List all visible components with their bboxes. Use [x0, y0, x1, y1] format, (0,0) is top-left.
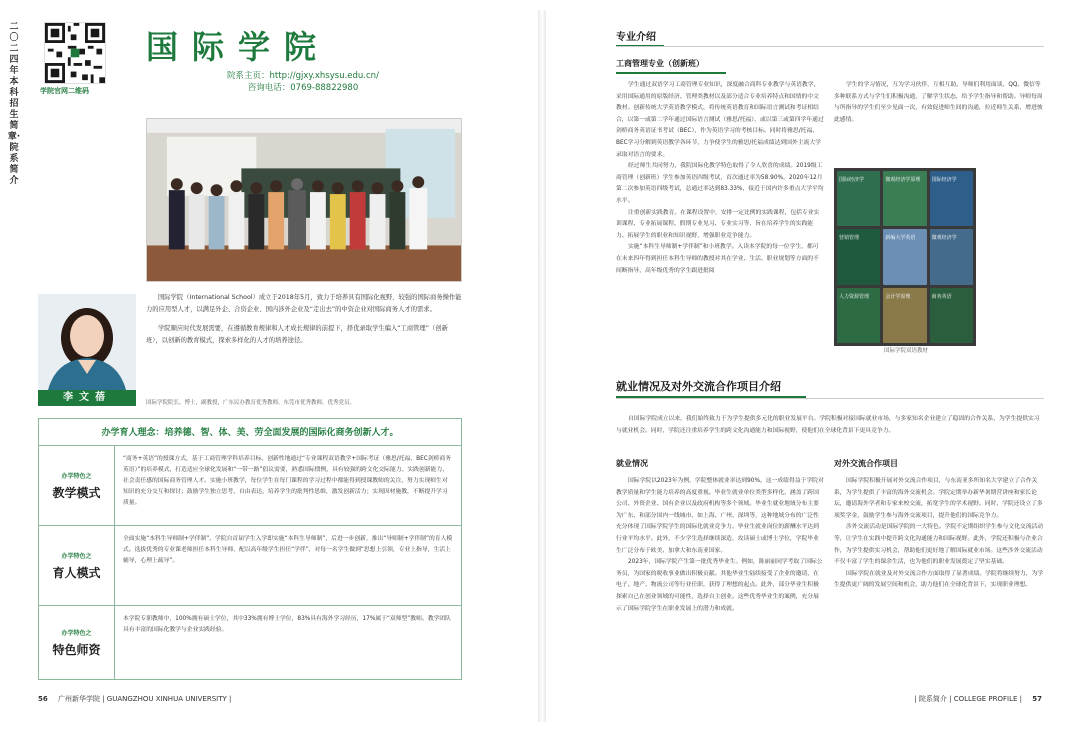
textbook-cover: 新编大学英语	[883, 229, 926, 284]
qr-code	[44, 22, 106, 84]
footer-left	[38, 694, 231, 704]
major-column-1	[616, 80, 824, 277]
employment-column	[616, 476, 824, 615]
exchange-subtitle: 对外交流合作项目	[834, 459, 898, 468]
footer-left-text: 广州新华学院 | GUANGZHOU XINHUA UNIVERSITY |	[57, 695, 232, 703]
textbook-photo	[834, 168, 976, 346]
contact-block	[218, 70, 388, 94]
qr-caption: 学院官网二维码	[40, 87, 89, 95]
phone-text: 咨询电话：0769-88822980	[247, 83, 359, 93]
footer-right	[914, 694, 1042, 704]
major-paragraph: 注重创新实践教育。在课程设置中，安排一定比例的实践课程，包括专业实训课程、专业拓展课程、假期专业见习、专业实习等，旨在培养学生的实践能力、拓展学生的职业和知识视野，增强职业竞争能力。	[616, 209, 820, 239]
textbook-cover: 微观经济学原理	[883, 171, 926, 226]
footer-right-text: | 院系简介 | COLLEGE PROFILE |	[914, 695, 1023, 703]
textbook-cover: 商务英语	[930, 288, 973, 343]
subtitle-underline	[616, 72, 726, 74]
textbook-cover: 国际经济学	[930, 171, 973, 226]
title-underline	[616, 396, 806, 398]
feature-small-label: 办学特色之	[61, 630, 92, 637]
feature-big-label: 特色师资	[52, 643, 101, 657]
feature-text: “商务+英语”的授课方式，基于工商管理学科培养目标，创新性地通过“专业课程双语教学+国际考证（雅思/托福、BEC剑桥商务英语）”的培养模式，打造适应全球化发展和“一带一路”倡议需要，熟悉国际惯例，具有较强的跨文化交际能力、实践创新能力、社会责任感的国际商务管理人才。实施小班教学，每位学生在每门课程的学习过程中都能得到授课教师的关注，努力实现师生对知识的充分交互和探讨；鼓励学生独立思考、自由表达，培养学生的批判性思维，激发创新活力；实现因材施教，不断提升学习质量。	[123, 456, 452, 506]
feature-small-label: 办学特色之	[61, 472, 92, 480]
feature-row-faculty	[39, 605, 461, 680]
textbook-cover: 会计学原理	[883, 288, 926, 343]
college-intro	[146, 292, 462, 354]
major-subtitle: 工商管理专业（创新班）	[616, 59, 704, 68]
exchange-paragraph: 国际学院在就业及对外交流合作方面取得了显著成绩。学院将继续努力，为学生提供更广阔的发展空间和机会，助力他们在全球化背景下，实现职业理想。	[834, 570, 1044, 589]
textbook-cover: 营销管理	[837, 229, 880, 284]
philosophy-box	[38, 418, 462, 680]
section-employment-title	[616, 378, 781, 394]
group-photo	[146, 118, 462, 282]
exchange-column	[834, 476, 1044, 592]
feature-small-label: 办学特色之	[61, 552, 92, 560]
section-major-title	[616, 28, 656, 43]
major-paragraph: 实施“本科生导师制+学伴制”和小班教学。入读本学院的每一位学生，都可在未来四年得到担任本科生导师的教授对其在学业、生活、职业规划等方面的不间断指导，高年级优秀的学生跟进批阅	[616, 244, 819, 274]
dean-nameplate: 李文蓓	[38, 390, 136, 406]
section-rule	[616, 46, 1044, 47]
page-number-left: 56	[38, 695, 48, 703]
page-number-right: 57	[1032, 695, 1042, 703]
textbook-caption: 国际学院双语教材	[884, 348, 929, 354]
feature-row-education	[39, 525, 461, 605]
section-divider	[616, 398, 1044, 399]
employment-intro-text: 自国际学院成立以来，我们始终致力于为学生提供多元化的职业发展平台。学院积极对接国际就业市场，与多家知名企业建立了稳固的合作关系，为学生提供实习与就业机会。同时，学院还注重培养学生的跨文化沟通能力和国际视野，使他们在全球化背景下更具竞争力。	[616, 416, 1040, 434]
employment-subtitle: 就业情况	[616, 459, 648, 468]
major-column-2	[834, 80, 1044, 126]
employment-paragraph: 2023年，国际学院产生第一批优秀毕业生。例如，陈丽丽同学考取了国际公务员，为国家的税收事业做出积极贡献。其他毕业生陆续接受了企业的邀请，在电子、地产、物流公司等行业任职，获得了理想的起点。此外，部分毕业生积极探索自己在创业领域的可能性，选择自主创业。这些优秀毕业生的案例，充分展示了国际学院学生在职业发展上的潜力和成就。	[616, 559, 823, 612]
dean-caption: 国际学院院长，博士，副教授，广东民办教育优秀教师，东莞市优秀教师，优秀党员。	[146, 400, 356, 406]
exchange-paragraph: 国际学院积极开展对外交流合作项目，与东南亚多所知名大学建立了合作关系，为学生提供了丰富的海外交流机会。学院定期举办新华暑期营讲座和家长论坛，邀请海外学者和专家来校交流，拓宽学生的学术视野。同时，学院还设立了多项奖学金，鼓励学生参与海外交流项目，提升他们的国际竞争力。	[834, 478, 1043, 519]
philosophy-title: 办学育人理念：培养德、智、体、美、劳全面发展的国际化商务创新人才。	[101, 428, 399, 438]
feature-text: 全面实施“本科生导师制+学伴制”，学院自首届学生入学即实施“本科生导师制”，后进一步创新，推出“导师制+学伴制”的育人模式。选拔优秀的专业课老师担任本科生导师，配以高年级学生担任“学伴”，对每一名学生做到“思想上引领，专业上指导，生活上辅导，心理上疏导”。	[123, 536, 453, 564]
section-major-title-text: 专业介绍	[616, 32, 656, 43]
intro-paragraph: 国际学院（International School）成立于2018年5月，致力于培养具有国际化视野、较强的国际商务操作能力的应用型人才，以满足外企、合资企业、国内涉外企业及“走出去”的中资企业对国际商务人才的需求。	[146, 294, 462, 313]
homepage-text: 院系主页：http://gjxy.xhsysu.edu.cn/	[227, 71, 379, 81]
feature-big-label: 教学模式	[52, 485, 101, 500]
textbook-cover: 人力资源管理	[837, 288, 880, 343]
page-title: 国际学院	[146, 28, 331, 66]
page-gutter	[538, 10, 546, 722]
section-employment-title-text: 就业情况及对外交流合作项目介绍	[616, 380, 781, 393]
major-paragraph: 经过师生共同努力，我院国际化教学特色取得了令人欣喜的成绩。2019级工商管理（创新班）学生参加英语四级考试，首次通过率为58.90%，2020年12月第二次参加英语四级考试，总通过率达到83.33%，接近于国内许多重点大学平均水平。	[616, 163, 824, 204]
employment-paragraph: 国际学院以2023年为例，学院整体就业率达到90%，这一成绩得益于学院对教学质量和学生能力培养的高度重视。毕业生就业单位类型多样化，涵盖了跨国公司、外资企业、国有企业以及政府机构等多个领域。毕业生就业地域分布主要为广东，和部分国内一线城市，如上海、广州、深圳等，这种地域分布的广泛性充分体现了国际学院学生的国际化就业竞争力。毕业生就业岗位的薪酬水平达到行业平均水平。此外，不少学生选择继续深造，攻读硕士或博士学位，学院毕业生广泛分布于欧美、加拿大和东南亚国家。	[616, 478, 824, 554]
feature-text: 本学院专职教师中，100%拥有硕士学位，其中33%拥有博士学位，83%具有海外学习经历，17%属于“双师型”教师。教学团队具有丰富的国际化教学与企业实践经验。	[123, 616, 451, 633]
textbook-cover: 微观经济学	[930, 229, 973, 284]
employment-intro	[616, 414, 1044, 437]
side-strip-title: 二〇二四年本科招生简章·院系简介	[7, 22, 21, 186]
textbook-cover: 国际经济学	[837, 171, 880, 226]
major-paragraph: 学生通过双语学习工商管理专业知识，深度融合商科专业教学与英语教学，采用国际通用的原版经济、管理类教材以及部分适合专业培养特点和国情的中文教材。创新传统大学英语教学模式，将传统英语教育和国际语言测试和考证相结合，以第一或第二学年通过国际语言测试（雅思/托福），或以第三或第四学年通过剑桥商务英语证书考试（BEC），作为英语学习的考核目标。同时将雅思/托福、BEC学习分解到英语教学各环节，力争使学生的雅思/托福成绩达到国外主流大学录取对语言的要求。	[616, 82, 824, 158]
exchange-paragraph: 涉外交流活动是国际学院的一大特色。学院不定期组织学生参与文化交流活动等，让学生在实践中提升跨文化沟通能力和国际视野。此外，学院还积极与企业合作，为学生提供实习机会，帮助他们更好地了解国际就业市场。这些涉外交流活动不仅丰富了学生的课余生活，也为他们的职业发展奠定了坚实基础。	[834, 524, 1044, 566]
dean-portrait	[38, 294, 136, 390]
feature-big-label: 育人模式	[52, 565, 101, 580]
feature-row-teaching	[39, 445, 461, 525]
intro-paragraph: 学院顺应时代发展需要，在遵循教育规律和人才成长规律的前提下，择优录取学生编入“工商管理”（创新班），以创新的教育模式，探索多样化的人才的培养途径。	[146, 325, 448, 344]
major-paragraph: 学生的学习情况，互为学习伙伴，互相互助。导师们利用面谈、QQ、微信等多种联系方式与学生们积极沟通，了解学生状态，给予学生指导和帮助。导师每周与所指导的学生们至少见面一次，有效促进师生间的沟通，拉近师生关系，增进彼此感情。	[834, 82, 1043, 123]
